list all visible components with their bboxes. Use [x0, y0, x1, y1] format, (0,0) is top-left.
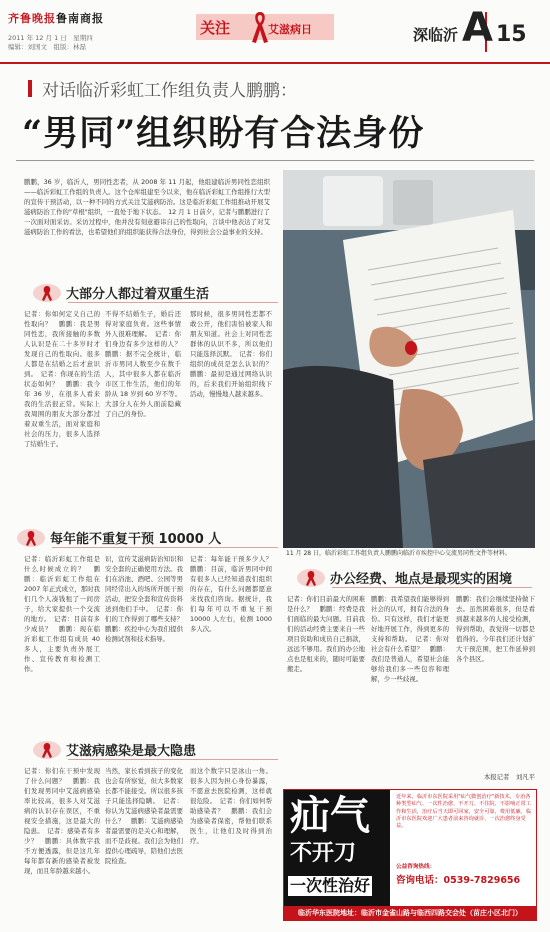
issue-meta [8, 34, 93, 52]
section-1-column-2: 不得不结婚生子，婚后还得对家庭负责。这些事情外人很难理解。 记者：你们身边有多少这样的人？ 鹏鹏：据不完全统计，临沂市男同人数至少在数千人，其中很多人都在临沂市区工作生活，他们的年龄从 18 岁到 60 岁不等。大部分人在外人面前隐藏了自己的身份。 [105, 310, 188, 418]
photo-caption: 11 月 28 日，临沂彩虹工作组负责人鹏鹏向临沂市疾控中心交流男同性文件等材料。 [286, 550, 511, 557]
lead-paragraph: 鹏鹏，36 岁，临沂人，男同性恋者，从 2008 年 11 月起，他组建临沂男同性恋组织——临沂彩虹工作组的负责人。这个仓库组建至今以来，他在临沂彩虹工作组推行大型的宣传干预活动，以一种不同的方式关注艾滋病防治。这是临沂彩虹工作组推动开展艾滋病防治工作的"草根"组织，一直处于地下状态。 12 月 1 日前夕，记者与鹏鹏进行了一次面对面采访。采访过程中，他并没有刻意避讳自己的性取向，言谈中他表达了对艾滋病防治工作的看法，也希望他们的组织能获得合法身份，得到社会公益事业的支持。 [24, 178, 270, 236]
section-underline [68, 302, 278, 303]
brand-name-dark: 鲁南商报 [56, 12, 104, 25]
section-4-column-1: 记者：你们目前最大的困难是什么？ 鹏鹏：经费是我们面临的最大问题。目前我们的活动经费主要来自一些项目资助和成员自己捐款，远远不够用。我们的办公地点也是租来的，随时可能要搬走。 [287, 595, 365, 673]
section-3-column-3: 而这个数字只是冰山一角。很多人因为担心身份暴露，不愿意去医院检测，这样就很危险。 记者：你们如何帮助感染者？ 鹏鹏：我们会为感染者保密，帮他们联系医生，让他们及时得到治疗。 [190, 767, 272, 845]
section-title: 大部分人都过着双重生活 [66, 287, 210, 302]
masthead [0, 0, 550, 64]
kicker-bar [28, 80, 32, 97]
hospital-advertisement [283, 789, 537, 921]
headline: “男同”组织盼有合法身份 [22, 113, 425, 154]
section-2-column-2: 识，宣传艾滋病防治知识和安全套的正确使用方法。我们在浴池、酒吧、公园等男同经常出入的场所开展干预活动，把安全套和宣传资料送到他们手中。 记者：你们的工作得到了哪些支持？ 鹏鹏：疾控中心为我们提供检测试剂和技术指导。 [105, 555, 190, 643]
red-ribbon-icon [32, 740, 62, 760]
ad-hotline-label: 公益咨询热线： [396, 864, 436, 870]
section-heading-4 [296, 566, 536, 588]
section-underline [332, 587, 532, 588]
section-name: 深临沂 [413, 26, 459, 44]
topic-right-label: 艾滋病日 [268, 23, 312, 36]
section-title: 艾滋病感染是最大隐患 [66, 744, 197, 759]
topic-left-label: 关注 [200, 19, 231, 37]
red-ribbon-icon [296, 568, 326, 588]
red-ribbon-icon [250, 10, 270, 44]
brand-name-red: 齐鲁晚报 [8, 12, 56, 25]
ad-body-text: 近年来，临沂市东医院采用"疝气微创治疗"新技术，专治各种类型疝气、一次性治愈，不开刀、不住院、不影响正常工作和生活，治疗后当天即可回家，安全可靠，费用低廉。临沂市东医院欢迎广大患者前来咨询就诊，一次治愈终身受益。 [396, 794, 531, 830]
section-underline [52, 547, 278, 548]
section-3-column-1: 记者：你们在干预中发现了什么问题？ 鹏鹏：我们发现男同中艾滋病感染率比较高，很多人对艾滋病的认识存在误区，不重视安全措施，这是最大的隐患。 记者：感染者有多少？ 鹏鹏：具体数字我不方便透露，但是这几年每年都有新的感染者被发现，而且年龄越来越小。 [24, 767, 100, 875]
section-letter: A [462, 5, 493, 51]
ad-address-bar: 临沂华东医院地址：临沂市金雀山路与临西四路交会处（苗庄小区北门） [284, 906, 536, 920]
section-underline [68, 759, 278, 760]
ad-phone: 咨询电话：0539-7829656 [396, 875, 521, 886]
section-title: 每年能不重复干预 10000 人 [50, 532, 222, 547]
section-title: 办公经费、地点是最现实的困境 [330, 572, 513, 587]
ad-slogan-2: 不开刀 [290, 841, 357, 866]
editor-credit: 编辑：刘国文 组版：林磊 [8, 43, 86, 51]
page-number: 15 [496, 22, 527, 47]
section-1-column-3: 那时候，很多男同性恋都不敢公开，他们害怕被家人和朋友知道。社会上对同性恋群体的认识不多，所以他们只能选择沉默。 记者：你们组织的成员是怎么认识的？ 鹏鹏：最初是通过网络认识的，后来我们开始组织线下活动，慢慢地人越来越多。 [190, 310, 279, 398]
photo-illustration [283, 170, 535, 548]
section-heading-1 [32, 281, 278, 303]
kicker: 对话临沂彩虹工作组负责人鹏鹏： [42, 81, 297, 101]
byline: 本报记者 刘凡平 [483, 773, 535, 781]
section-3-column-2: 当然，家长看到孩子的变化也会有所察觉，但大多数家长都不能接受。所以很多孩子只能选择隐瞒。 记者：你认为艾滋病感染者最需要什么？ 鹏鹏：艾滋病感染者最需要的是关心和理解，而不是歧视。我们会为他们提供心理疏导，陪他们去医院检查。 [105, 767, 183, 865]
section-heading-3 [32, 738, 278, 760]
topic-banner [196, 14, 334, 40]
ad-slogan-3: 一次性治好 [290, 876, 371, 895]
issue-date: 2011 年 12 月 1 日 星期四 [8, 34, 93, 42]
section-4-column-2: 鹏鹏：我希望我们能够得到社会的认可，拥有合法的身份。只有这样，我们才能更好地开展工作，得到更多的支持和帮助。 记者：你对社会有什么希望？ 鹏鹏：我们是普通人，希望社会能够给我们多一些包容和理解，少一些歧视。 [371, 595, 449, 683]
ad-slogan-1: 疝气 [290, 793, 370, 839]
section-4-column-3: 鹏鹏：我们会继续坚持做下去。虽然困难很多，但是看到越来越多的人接受检测，得到帮助，我觉得一切都是值得的。今年我们还计划扩大干预范围，把工作延伸到各个县区。 [456, 595, 535, 663]
red-ribbon-icon [32, 283, 62, 303]
headline-rule [16, 160, 534, 161]
news-photo [283, 170, 535, 548]
ad-slogan-block [284, 790, 390, 906]
section-2-column-3: 记者：每年能干预多少人？ 鹏鹏：目前，临沂男同中间有很多人已经知道我们组织的存在，有什么问题都愿意来找我们咨询。据统计，我们每年可以不重复干预 10000 人左右，检测 1000 多人次。 [190, 555, 279, 633]
section-1-column-1: 记者：你如何定义自己的性取向？ 鹏鹏：我是男同性恋，我所接触的多数人认识是在二十多岁时才发现自己的性取向。很多人都是在结婚之后才意识到。 记者：你现在的生活状态如何？ 鹏鹏：我今年 36 岁，在很多人看来我的生活很正常。实际上我周围的朋友大部分都过着双重生活，面对家庭和社会的压力，很多人选择了结婚生子。 [24, 310, 100, 448]
section-heading-2 [16, 526, 278, 548]
red-ribbon-icon [16, 528, 46, 548]
brand-logo [8, 10, 104, 26]
section-2-column-1: 记者：临沂彩虹工作组是什么时候成立的？ 鹏鹏：临沂彩虹工作组在 2007 年正式成立，那时我们几个人凑钱租了一间房子，给大家提供一个交流的地方。 记者：目前有多少成员？ 鹏鹏：现在临沂彩虹工作组有成员 40 多人，主要负责外展工作、宣传教育和检测工作。 [24, 555, 100, 673]
